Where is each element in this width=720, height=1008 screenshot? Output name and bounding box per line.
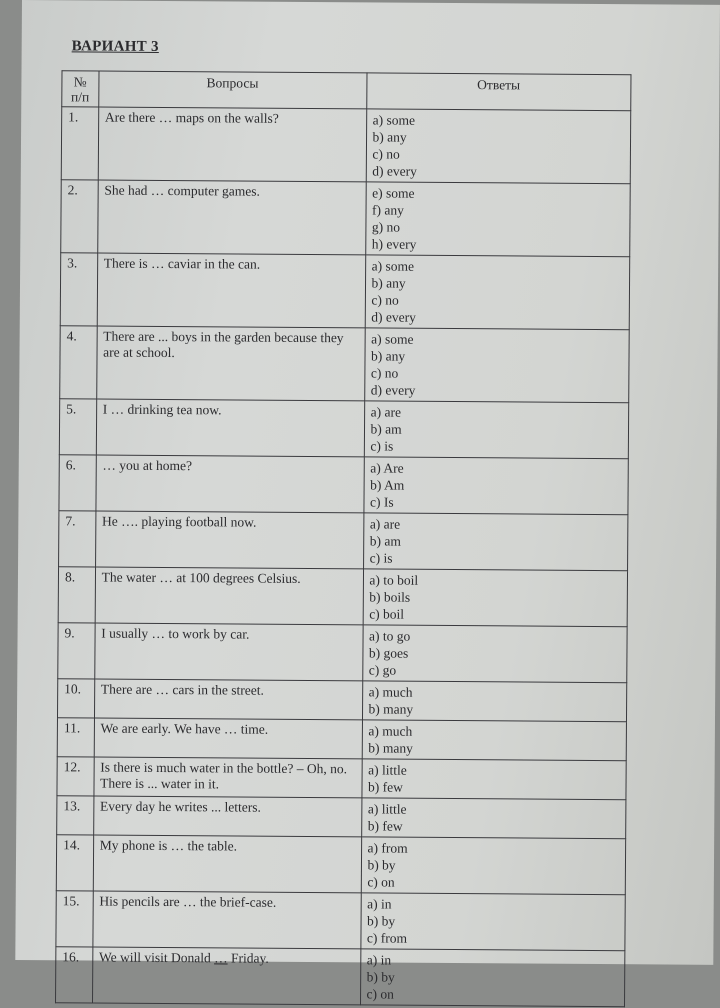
answer-option: b) any bbox=[370, 348, 406, 364]
table-header-row bbox=[62, 71, 631, 111]
question-text: There is … caviar in the can. bbox=[97, 253, 365, 328]
page-title: ВАРИАНТ 3 bbox=[71, 38, 159, 55]
answer-option: b) many bbox=[368, 740, 413, 756]
table-row bbox=[57, 679, 626, 722]
question-text: Are there … maps on the walls? bbox=[98, 107, 366, 182]
question-number: 4. bbox=[60, 326, 97, 399]
question-number: 9. bbox=[58, 623, 95, 679]
answer-options bbox=[364, 401, 629, 459]
table-row bbox=[56, 835, 625, 895]
question-number: 7. bbox=[59, 511, 96, 567]
answer-option: b) am bbox=[370, 421, 402, 437]
question-text: The water … at 100 degrees Celsius. bbox=[95, 567, 363, 625]
answer-option: a) from bbox=[367, 840, 408, 856]
answer-option: e) some bbox=[372, 185, 415, 201]
table-row bbox=[60, 326, 629, 403]
table-row bbox=[56, 891, 625, 951]
answer-option: b) few bbox=[367, 818, 403, 834]
table-row bbox=[57, 757, 626, 800]
header-number-line2: п/п bbox=[71, 89, 90, 105]
answer-option: a) in bbox=[366, 952, 392, 968]
question-text: My phone is … the table. bbox=[93, 835, 361, 893]
answer-option: f) any bbox=[371, 202, 404, 218]
answer-option: a) little bbox=[368, 762, 407, 778]
answer-options bbox=[361, 837, 626, 895]
answer-option: b) by bbox=[366, 969, 395, 985]
answer-option: c) boil bbox=[369, 606, 405, 622]
answer-option: c) is bbox=[369, 550, 393, 566]
answer-option: c) is bbox=[370, 438, 394, 454]
table-row bbox=[60, 253, 629, 330]
question-text: We are early. We have … time. bbox=[94, 718, 362, 759]
question-number: 15. bbox=[56, 891, 93, 947]
answer-option: a) to go bbox=[369, 628, 411, 644]
table-row bbox=[59, 455, 628, 515]
answer-option: a) to boil bbox=[369, 572, 419, 588]
answer-options bbox=[363, 569, 628, 627]
question-text: He …. playing football now. bbox=[95, 511, 363, 569]
answer-options bbox=[365, 255, 630, 330]
question-number: 14. bbox=[56, 835, 93, 891]
question-text: His pencils are … the brief-case. bbox=[93, 891, 361, 949]
question-number: 13. bbox=[57, 796, 94, 835]
answer-option: b) boils bbox=[369, 589, 411, 605]
question-text bbox=[92, 947, 360, 1005]
answer-option: a) some bbox=[371, 331, 414, 347]
answer-options bbox=[360, 893, 625, 951]
answer-options bbox=[362, 625, 627, 683]
answer-option: a) some bbox=[372, 112, 416, 128]
question-number: 5. bbox=[59, 399, 96, 455]
question-text-part: Friday. bbox=[227, 950, 269, 966]
question-number: 1. bbox=[61, 107, 98, 180]
answer-options bbox=[364, 328, 629, 403]
question-text: … you at home? bbox=[96, 455, 364, 513]
answer-option: g) no bbox=[371, 219, 401, 235]
answer-option: c) no bbox=[372, 146, 400, 162]
question-text: She had … computer games. bbox=[97, 180, 365, 255]
answer-option: a) some bbox=[371, 258, 415, 274]
answer-options bbox=[361, 759, 626, 800]
question-number: 6. bbox=[59, 455, 96, 511]
answer-option: b) few bbox=[367, 779, 403, 795]
question-number: 8. bbox=[58, 567, 95, 623]
answer-option: a) Are bbox=[370, 460, 404, 476]
answer-options bbox=[362, 681, 627, 722]
question-number: 10. bbox=[57, 679, 94, 718]
answer-option: b) any bbox=[372, 129, 407, 145]
question-text: I … drinking tea now. bbox=[96, 399, 364, 457]
answer-options bbox=[360, 949, 625, 1007]
answer-option: a) little bbox=[367, 801, 407, 817]
answer-options bbox=[363, 513, 628, 571]
question-text: There are … cars in the street. bbox=[94, 679, 362, 720]
table-row bbox=[57, 718, 626, 761]
answer-option: d) every bbox=[370, 382, 416, 398]
answer-option: b) any bbox=[371, 275, 406, 291]
question-number: 3. bbox=[60, 253, 97, 326]
paper-sheet bbox=[15, 0, 720, 1002]
answer-option: c) on bbox=[367, 874, 395, 890]
question-text: There are ... boys in the garden because they are at school. bbox=[96, 326, 364, 401]
answer-option: b) by bbox=[367, 913, 396, 929]
answer-options bbox=[361, 798, 626, 839]
table-row bbox=[58, 623, 627, 683]
header-answers: Ответы bbox=[366, 73, 631, 111]
question-text: Is there is much water in the bottle? – Oh, no. There is ... water in it. bbox=[94, 757, 362, 798]
answer-option: b) Am bbox=[370, 477, 405, 493]
question-number: 12. bbox=[57, 757, 94, 796]
answer-option: d) every bbox=[371, 309, 416, 325]
answer-option: a) in bbox=[367, 896, 392, 912]
question-blank: … bbox=[214, 950, 228, 966]
answer-option: b) am bbox=[369, 533, 401, 549]
question-number: 2. bbox=[61, 180, 98, 253]
table-row bbox=[61, 107, 630, 184]
header-number-line1: № bbox=[73, 74, 87, 90]
table-row bbox=[56, 947, 625, 1007]
answer-option: a) much bbox=[368, 684, 413, 700]
answer-option: d) every bbox=[372, 163, 417, 179]
answer-options bbox=[362, 720, 627, 761]
answer-option: c) no bbox=[371, 292, 399, 308]
answer-options bbox=[365, 182, 630, 257]
table-row bbox=[59, 511, 628, 571]
answer-option: b) goes bbox=[368, 645, 409, 661]
question-text: Every day he writes ... letters. bbox=[93, 796, 361, 837]
answer-option: c) Is bbox=[369, 494, 394, 510]
answer-option: a) are bbox=[370, 404, 402, 420]
answer-option: c) on bbox=[366, 986, 394, 1002]
question-number: 11. bbox=[57, 718, 94, 757]
answer-option: a) are bbox=[369, 516, 401, 532]
answer-options bbox=[366, 109, 631, 184]
table-row bbox=[57, 796, 626, 839]
answer-option: c) from bbox=[366, 930, 408, 946]
quiz-table bbox=[55, 70, 631, 1007]
question-text: I usually … to work by car. bbox=[94, 623, 362, 681]
answer-options bbox=[363, 457, 628, 515]
answer-option: c) go bbox=[368, 662, 397, 678]
quiz-body bbox=[56, 107, 631, 1007]
question-text-part: We will visit Donald bbox=[98, 949, 215, 966]
answer-option: c) no bbox=[370, 365, 399, 381]
answer-option: a) much bbox=[368, 723, 413, 739]
header-questions: Вопросы bbox=[98, 71, 366, 109]
table-row bbox=[61, 180, 630, 257]
answer-option: b) many bbox=[368, 701, 414, 717]
answer-option: b) by bbox=[367, 857, 396, 873]
table-row bbox=[58, 567, 627, 627]
question-number: 16. bbox=[56, 947, 93, 1003]
answer-option: h) every bbox=[371, 236, 417, 252]
header-number bbox=[62, 71, 99, 107]
table-row bbox=[59, 399, 628, 459]
